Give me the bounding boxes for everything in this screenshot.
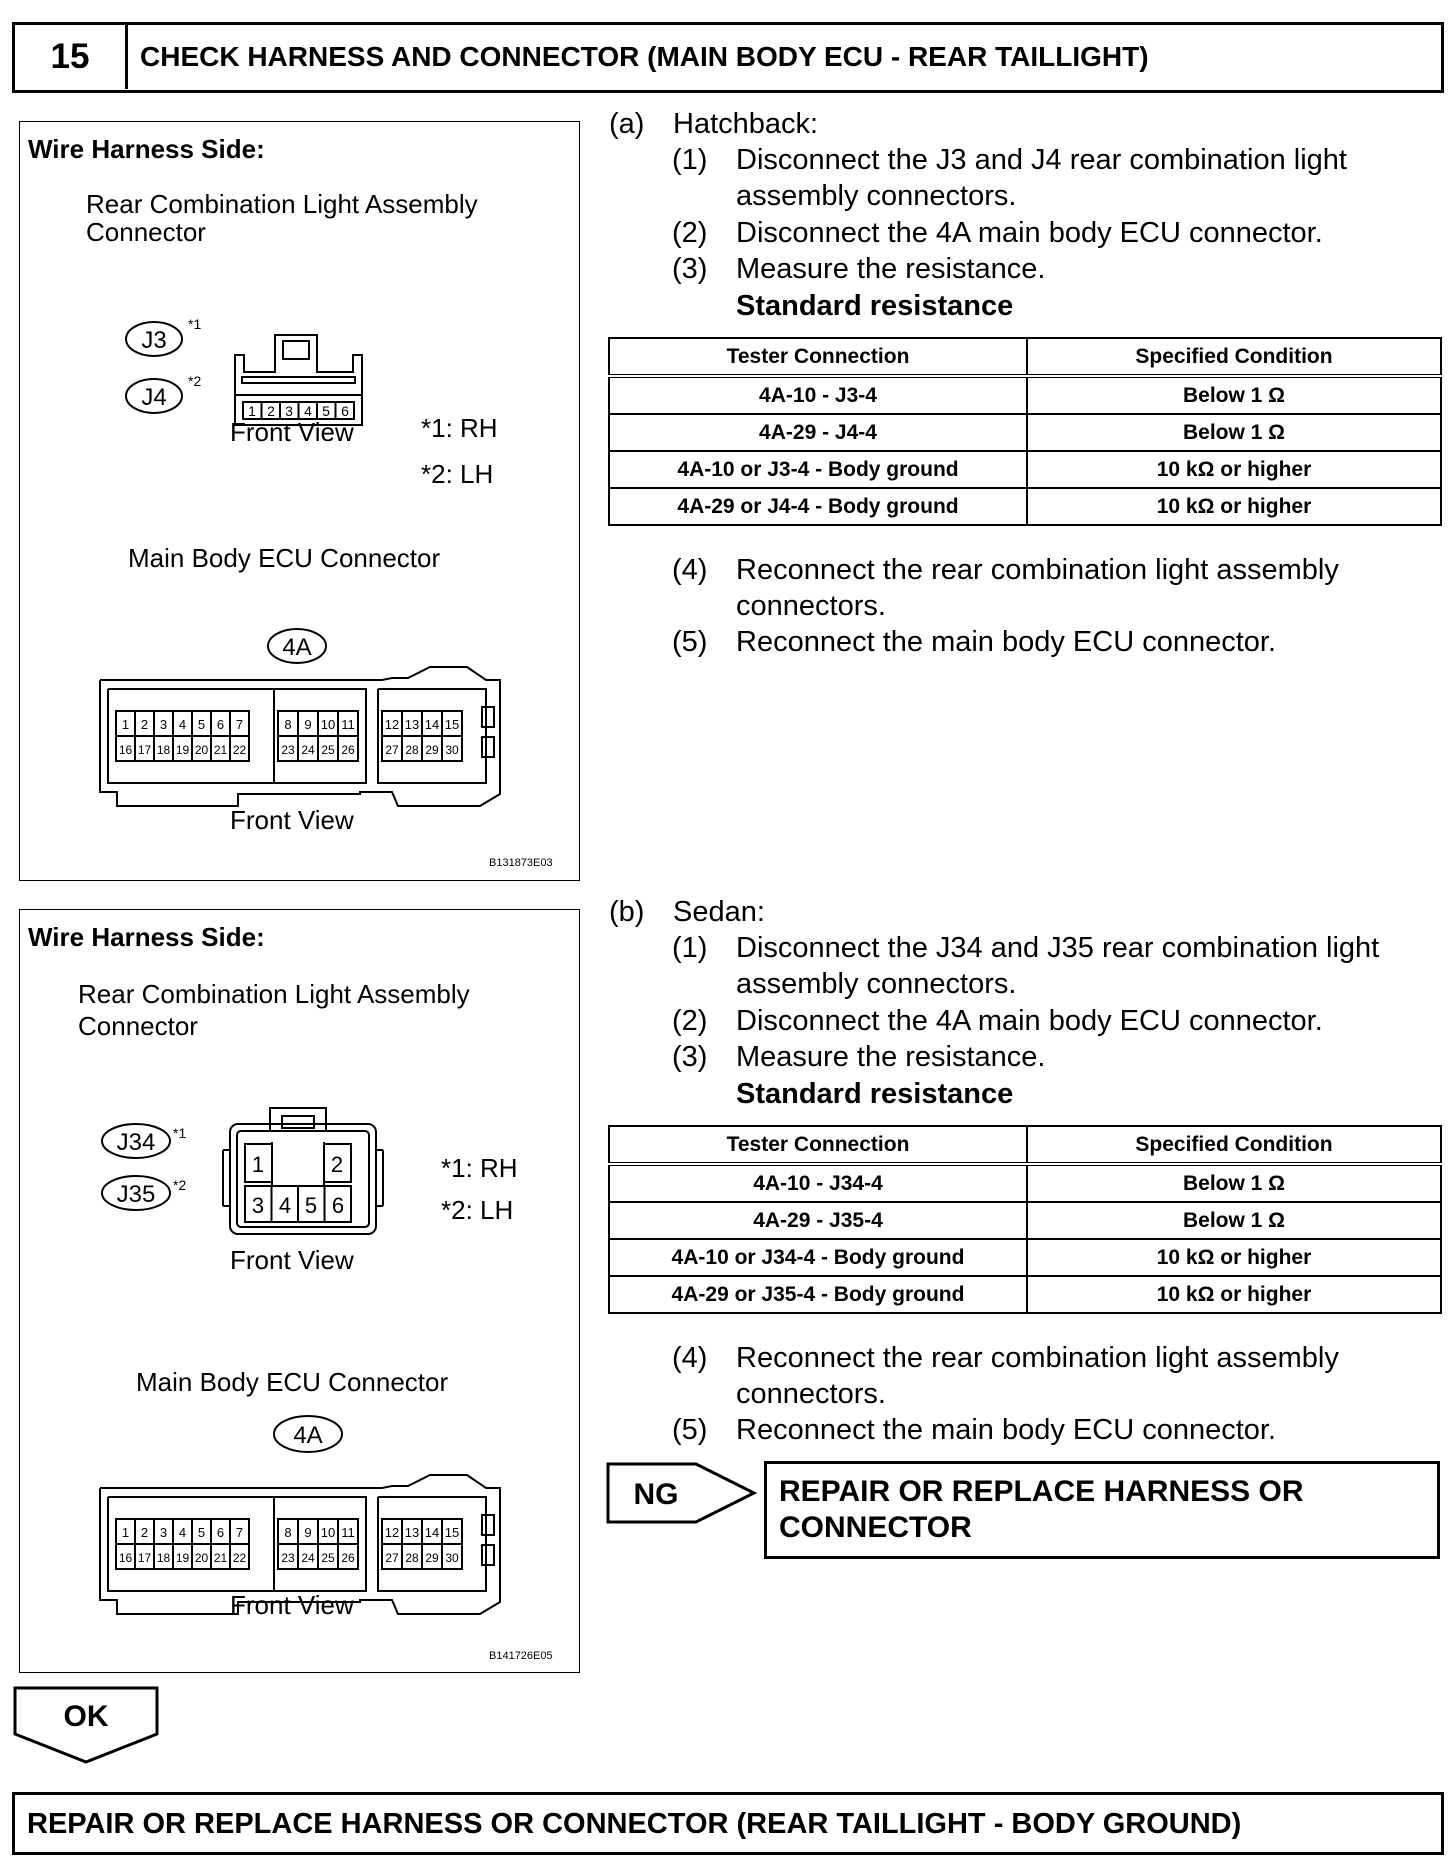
ecu-pin-label: 14 (424, 717, 440, 732)
table-header-row (609, 1126, 1441, 1164)
ecu-connector-diagram (20, 122, 581, 882)
resistance-table-sedan (608, 1125, 1442, 1314)
final-result-box (12, 1792, 1444, 1855)
figure-code: B131873E03 (489, 857, 553, 869)
ecu-pin-label: 15 (444, 717, 460, 732)
ecu-pin-label: 9 (304, 717, 312, 732)
final-result-text: REPAIR OR REPLACE HARNESS OR CONNECTOR (REAR TAILLIGHT - BODY GROUND) (27, 1808, 1242, 1840)
note-rh: *1: RH (441, 1153, 518, 1183)
j35-label: J35 (116, 1181, 156, 1208)
ng-arrow (606, 1462, 766, 1526)
ecu-pin-label: 10 (320, 717, 336, 732)
ecu-pin-label: 21 (213, 1551, 228, 1565)
ecu-pin-label: 25 (321, 1551, 335, 1565)
svg-text:4: 4 (304, 403, 312, 419)
ecu-pin-label: 8 (284, 717, 292, 732)
table-row: 4A-29 - J4-4 Below 1 Ω (609, 414, 1441, 451)
j34-label: J34 (116, 1129, 156, 1156)
ecu-pin-label: 13 (404, 1525, 420, 1540)
table-header-row (609, 338, 1441, 376)
ecu-pin-label: 18 (156, 1551, 171, 1565)
note-rh: *1: RH (421, 413, 498, 443)
ecu-pin-label: 23 (281, 1551, 295, 1565)
ecu-pin-label: 19 (175, 743, 190, 757)
ecu-pin-label: 11 (341, 1525, 355, 1540)
table-row: 4A-10 - J34-4 Below 1 Ω (609, 1164, 1441, 1202)
figure-sedan (19, 909, 580, 1673)
ecu-pin-label: 4 (178, 1525, 187, 1540)
ecu-4a-label: 4A (282, 634, 312, 661)
svg-text:2: 2 (330, 1152, 344, 1177)
ecu-pin-label: 3 (159, 717, 168, 732)
svg-text:1: 1 (251, 1152, 265, 1177)
ecu-4a-label: 4A (293, 1422, 323, 1449)
ecu-pin-label: 6 (216, 1525, 225, 1540)
ecu-pin-label: 23 (281, 743, 295, 757)
ecu-pin-label: 22 (232, 743, 247, 757)
ng-label: NG (633, 1478, 679, 1511)
ecu-connector-body (100, 667, 500, 806)
ecu-pin-label: 5 (197, 1525, 206, 1540)
ecu-pin-label: 13 (404, 717, 420, 732)
ecu-pin-label: 7 (235, 717, 244, 732)
note-lh: *2: LH (441, 1195, 514, 1225)
ecu-pin-label: 3 (159, 1525, 168, 1540)
ecu-pin-label: 1 (121, 1525, 130, 1540)
j35-note: *2 (173, 1177, 187, 1193)
svg-text:3: 3 (251, 1193, 265, 1218)
standard-resistance-label: Standard resistance (736, 290, 1014, 322)
ecu-pin-label: 17 (137, 1551, 152, 1565)
ecu-pin-label: 6 (216, 717, 225, 732)
ecu-pin-label: 29 (425, 1551, 439, 1565)
ecu-pin-label: 19 (175, 1551, 190, 1565)
ecu-pin-label: 12 (384, 1525, 400, 1540)
rcl-connector-label: Rear Combination Light Assembly Connector (78, 979, 470, 1041)
table-row: 4A-29 or J4-4 - Body ground 10 kΩ or higher (609, 488, 1441, 525)
header-specified-condition: Specified Condition (1027, 1126, 1441, 1164)
resistance-table-hatchback (608, 337, 1442, 526)
ecu-pin-label: 20 (194, 743, 209, 757)
svg-text:1: 1 (248, 403, 256, 419)
ecu-connector-label: Main Body ECU Connector (128, 543, 441, 573)
ecu-pin-label: 18 (156, 743, 171, 757)
j3-note: *1 (188, 316, 202, 332)
step-title: CHECK HARNESS AND CONNECTOR (MAIN BODY ECU - REAR TAILLIGHT) (140, 41, 1149, 72)
ecu-pin-label: 28 (405, 1551, 419, 1565)
header-specified-condition: Specified Condition (1027, 338, 1441, 376)
ecu-pin-label: 30 (445, 743, 459, 757)
front-view-label: Front View (230, 417, 354, 447)
table-row: 4A-29 - J35-4 Below 1 Ω (609, 1202, 1441, 1239)
ecu-pin-label: 9 (304, 1525, 312, 1540)
j4-note: *2 (188, 373, 202, 389)
front-view-label: Front View (230, 1590, 354, 1620)
svg-text:4: 4 (278, 1193, 292, 1218)
note-lh: *2: LH (421, 459, 494, 489)
table-row: 4A-10 or J3-4 - Body ground 10 kΩ or higher (609, 451, 1441, 488)
svg-text:6: 6 (341, 403, 349, 419)
ng-result-box (764, 1461, 1440, 1559)
figure-code: B141726E05 (489, 1650, 553, 1662)
ecu-pin-label: 5 (197, 717, 206, 732)
ecu-pin-label: 16 (118, 743, 133, 757)
step-number: 15 (15, 25, 128, 89)
ecu-pin-label: 30 (445, 1551, 459, 1565)
ng-result-text: REPAIR OR REPLACE HARNESS OR CONNECTOR (779, 1475, 1304, 1544)
ecu-pin-label: 1 (121, 717, 130, 732)
table-row: 4A-29 or J35-4 - Body ground 10 kΩ or higher (609, 1276, 1441, 1313)
ecu-pin-label: 29 (425, 743, 439, 757)
front-view-label: Front View (230, 805, 354, 835)
svg-text:5: 5 (322, 403, 330, 419)
ecu-pin-label: 25 (321, 743, 335, 757)
ecu-pin-label: 15 (444, 1525, 460, 1540)
ecu-pin-label: 10 (320, 1525, 336, 1540)
ecu-pin-label: 11 (341, 717, 355, 732)
figure-heading: Wire Harness Side: (28, 922, 265, 952)
svg-text:2: 2 (267, 403, 275, 419)
rcl-connector-label: Rear Combination Light Assembly Connector (86, 189, 478, 247)
ecu-pin-label: 27 (385, 1551, 399, 1565)
figure-hatchback (19, 121, 580, 881)
ecu-pin-label: 24 (301, 1551, 315, 1565)
ecu-pin-label: 12 (384, 717, 400, 732)
ecu-connector-diagram (20, 910, 581, 1674)
standard-resistance-label: Standard resistance (736, 1078, 1014, 1110)
svg-text:5: 5 (304, 1193, 318, 1218)
ecu-pin-label: 24 (301, 743, 315, 757)
svg-text:3: 3 (285, 403, 293, 419)
ecu-pin-label: 26 (341, 1551, 355, 1565)
j3-label: J3 (141, 327, 167, 354)
ecu-connector-label: Main Body ECU Connector (136, 1367, 449, 1397)
ok-label: OK (63, 1700, 109, 1733)
ecu-pin-label: 2 (140, 717, 149, 732)
step-header (12, 22, 1444, 93)
svg-text:6: 6 (331, 1193, 345, 1218)
ecu-pin-label: 4 (178, 717, 187, 732)
header-tester-connection: Tester Connection (609, 1126, 1027, 1164)
j34-note: *1 (173, 1125, 187, 1141)
front-view-label: Front View (230, 1245, 354, 1275)
ecu-pin-label: 16 (118, 1551, 133, 1565)
ecu-pin-label: 20 (194, 1551, 209, 1565)
table-row: 4A-10 or J34-4 - Body ground 10 kΩ or higher (609, 1239, 1441, 1276)
ecu-pin-label: 26 (341, 743, 355, 757)
j4-label: J4 (141, 384, 167, 411)
ecu-pin-label: 2 (140, 1525, 149, 1540)
ok-arrow (13, 1686, 161, 1766)
figure-heading: Wire Harness Side: (28, 134, 265, 164)
ecu-pin-label: 21 (213, 743, 228, 757)
table-row: 4A-10 - J3-4 Below 1 Ω (609, 376, 1441, 414)
ecu-pin-label: 7 (235, 1525, 244, 1540)
ecu-pin-label: 14 (424, 1525, 440, 1540)
ecu-pin-label: 17 (137, 743, 152, 757)
ecu-pin-label: 28 (405, 743, 419, 757)
ecu-pin-label: 22 (232, 1551, 247, 1565)
header-tester-connection: Tester Connection (609, 338, 1027, 376)
ecu-pin-label: 8 (284, 1525, 292, 1540)
ecu-pin-label: 27 (385, 743, 399, 757)
